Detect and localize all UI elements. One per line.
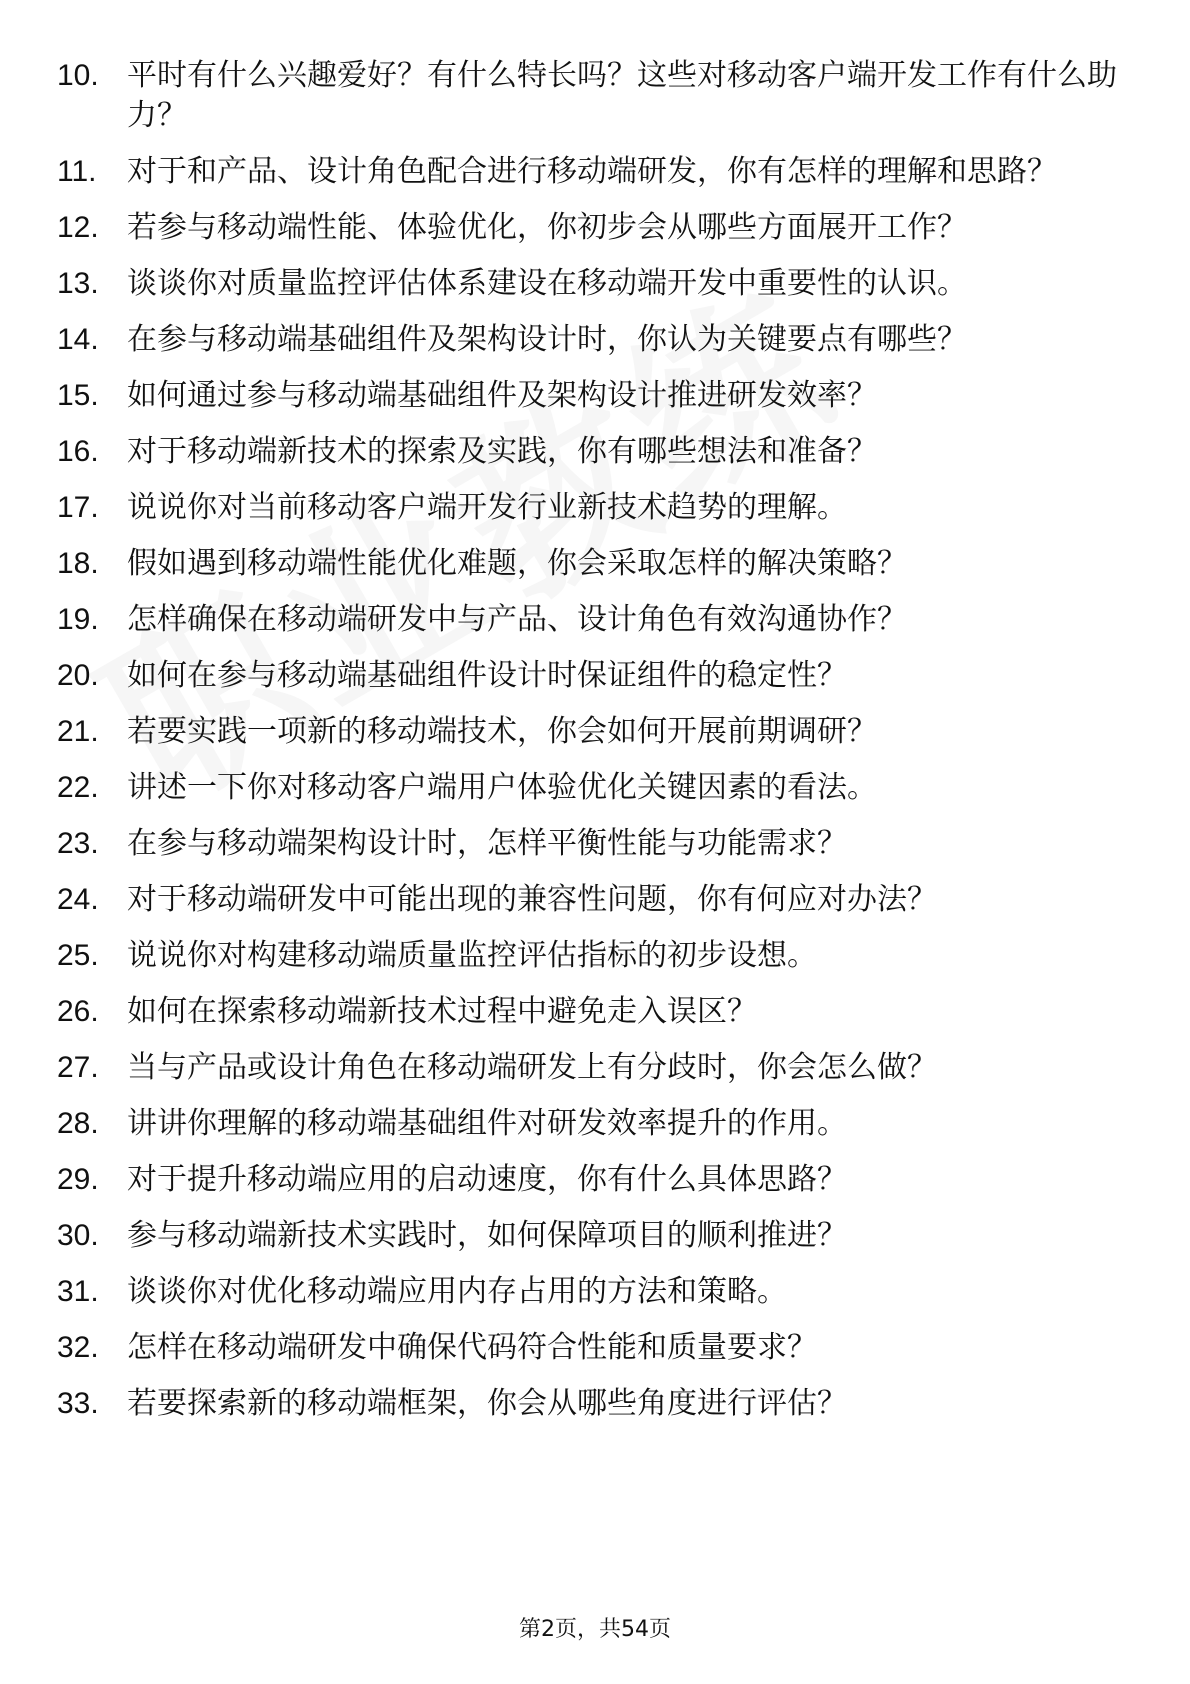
question-item <box>57 544 1137 584</box>
question-item <box>57 936 1137 976</box>
question-number: 29. <box>57 1163 99 1196</box>
question-number: 22. <box>57 771 99 804</box>
question-item <box>57 1048 1137 1088</box>
question-text: 说说你对构建移动端质量监控评估指标的初步设想。 <box>127 938 817 973</box>
question-text: 怎样确保在移动端研发中与产品、设计角色有效沟通协作？ <box>127 602 907 637</box>
question-text: 参与移动端新技术实践时，如何保障项目的顺利推进？ <box>127 1218 847 1253</box>
question-text: 如何在探索移动端新技术过程中避免走入误区？ <box>127 994 757 1029</box>
question-number: 12. <box>57 211 99 244</box>
question-item <box>57 824 1137 864</box>
question-text: 平时有什么兴趣爱好？有什么特长吗？这些对移动客户端开发工作有什么助力？ <box>127 58 1117 133</box>
question-number: 21. <box>57 715 99 748</box>
question-item <box>57 376 1137 416</box>
question-item <box>57 1104 1137 1144</box>
question-text: 若要实践一项新的移动端技术，你会如何开展前期调研？ <box>127 714 877 749</box>
question-number: 27. <box>57 1051 99 1084</box>
question-item <box>57 320 1137 360</box>
question-text: 当与产品或设计角色在移动端研发上有分歧时，你会怎么做？ <box>127 1050 937 1085</box>
question-item <box>57 880 1137 920</box>
question-item <box>57 712 1137 752</box>
question-text: 若要探索新的移动端框架，你会从哪些角度进行评估？ <box>127 1386 847 1421</box>
question-number: 28. <box>57 1107 99 1140</box>
question-item <box>57 56 1137 136</box>
question-number: 33. <box>57 1387 99 1420</box>
question-text: 讲讲你理解的移动端基础组件对研发效率提升的作用。 <box>127 1106 847 1141</box>
question-number: 20. <box>57 659 99 692</box>
page-footer: 第2页，共54页 <box>519 1617 671 1642</box>
question-number: 32. <box>57 1331 99 1364</box>
question-number: 13. <box>57 267 99 300</box>
question-item <box>57 208 1137 248</box>
question-number: 11. <box>57 155 97 188</box>
question-item <box>57 488 1137 528</box>
question-number: 15. <box>57 379 99 412</box>
question-text: 如何通过参与移动端基础组件及架构设计推进研发效率？ <box>127 378 877 413</box>
question-number: 16. <box>57 435 99 468</box>
question-number: 23. <box>57 827 99 860</box>
question-list <box>57 56 1137 1440</box>
question-number: 19. <box>57 603 99 636</box>
question-text: 假如遇到移动端性能优化难题，你会采取怎样的解决策略？ <box>127 546 907 581</box>
question-text: 在参与移动端基础组件及架构设计时，你认为关键要点有哪些？ <box>127 322 967 357</box>
question-item <box>57 1160 1137 1200</box>
question-item <box>57 1216 1137 1256</box>
question-text: 谈谈你对质量监控评估体系建设在移动端开发中重要性的认识。 <box>127 266 967 301</box>
question-item <box>57 432 1137 472</box>
question-number: 24. <box>57 883 99 916</box>
question-item <box>57 1384 1137 1424</box>
question-number: 30. <box>57 1219 99 1252</box>
question-item <box>57 600 1137 640</box>
question-item <box>57 656 1137 696</box>
question-number: 25. <box>57 939 99 972</box>
question-text: 对于移动端新技术的探索及实践，你有哪些想法和准备？ <box>127 434 877 469</box>
question-text: 说说你对当前移动客户端开发行业新技术趋势的理解。 <box>127 490 847 525</box>
question-number: 18. <box>57 547 99 580</box>
question-text: 若参与移动端性能、体验优化，你初步会从哪些方面展开工作？ <box>127 210 967 245</box>
question-item <box>57 264 1137 304</box>
question-number: 14. <box>57 323 99 356</box>
question-item <box>57 992 1137 1032</box>
question-number: 17. <box>57 491 99 524</box>
question-item <box>57 768 1137 808</box>
question-text: 如何在参与移动端基础组件设计时保证组件的稳定性？ <box>127 658 847 693</box>
question-text: 怎样在移动端研发中确保代码符合性能和质量要求？ <box>127 1330 817 1365</box>
question-text: 对于和产品、设计角色配合进行移动端研发，你有怎样的理解和思路？ <box>127 154 1057 189</box>
question-number: 31. <box>57 1275 99 1308</box>
question-number: 26. <box>57 995 99 1028</box>
question-number: 10. <box>57 59 99 92</box>
question-item <box>57 1328 1137 1368</box>
question-item <box>57 152 1137 192</box>
question-text: 对于移动端研发中可能出现的兼容性问题，你有何应对办法？ <box>127 882 937 917</box>
question-text: 对于提升移动端应用的启动速度，你有什么具体思路？ <box>127 1162 847 1197</box>
question-text: 谈谈你对优化移动端应用内存占用的方法和策略。 <box>127 1274 787 1309</box>
question-text: 讲述一下你对移动客户端用户体验优化关键因素的看法。 <box>127 770 877 805</box>
question-item <box>57 1272 1137 1312</box>
question-text: 在参与移动端架构设计时，怎样平衡性能与功能需求？ <box>127 826 847 861</box>
